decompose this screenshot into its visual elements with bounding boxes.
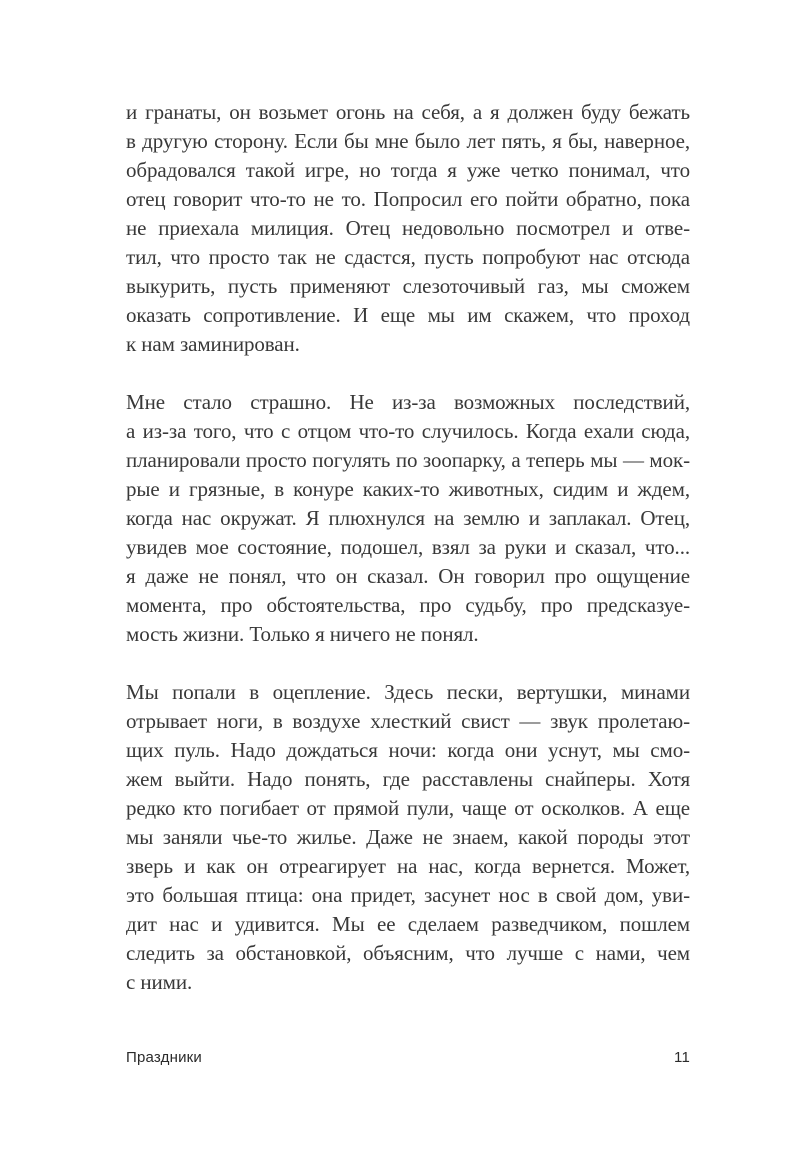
paragraph bbox=[126, 98, 690, 359]
text-line: рые и грязные, в конуре каких-то животных, сидим и ждем, bbox=[126, 477, 690, 501]
text-line: следить за обстановкой, объясним, что лучше с нами, чем bbox=[126, 941, 690, 965]
text-line: в другую сторону. Если бы мне было лет пять, я бы, наверное, bbox=[126, 129, 690, 153]
text-line: дит нас и удивится. Мы ее сделаем разведчиком, пошлем bbox=[126, 912, 690, 936]
text-line: зверь и как он отреагирует на нас, когда вернется. Может, bbox=[126, 854, 690, 878]
text-line: отрывает ноги, в воздухе хлесткий свист — звук пролетаю- bbox=[126, 709, 690, 733]
text-line: я даже не понял, что он сказал. Он говорил про ощущение bbox=[126, 564, 690, 588]
text-line: отец говорит что-то не то. Попросил его пойти обратно, пока bbox=[126, 187, 690, 211]
paragraph bbox=[126, 678, 690, 997]
text-line: с ними. bbox=[126, 970, 193, 994]
page-text bbox=[126, 98, 690, 997]
text-line: не приехала милиция. Отец недовольно посмотрел и отве- bbox=[126, 216, 690, 240]
page-number: 11 bbox=[674, 1048, 690, 1066]
text-line: щих пуль. Надо дождаться ночи: когда они уснут, мы смо- bbox=[126, 738, 690, 762]
page-footer bbox=[126, 1046, 690, 1068]
paragraph bbox=[126, 388, 690, 649]
text-line: обрадовался такой игре, но тогда я уже четко понимал, что bbox=[126, 158, 690, 182]
text-line: это большая птица: она придет, засунет нос в свой дом, уви- bbox=[126, 883, 690, 907]
text-line: Мне стало страшно. Не из-за возможных последствий, bbox=[126, 390, 690, 414]
text-line: редко кто погибает от прямой пули, чаще от осколков. А еще bbox=[126, 796, 690, 820]
text-line: а из-за того, что с отцом что-то случилось. Когда ехали сюда, bbox=[126, 419, 690, 443]
text-line: планировали просто погулять по зоопарку, а теперь мы — мок- bbox=[126, 448, 690, 472]
text-line: и гранаты, он возьмет огонь на себя, а я должен буду бежать bbox=[126, 100, 690, 124]
text-line: увидев мое состояние, подошел, взял за руки и сказал, что... bbox=[126, 535, 690, 559]
text-line: мость жизни. Только я ничего не понял. bbox=[126, 622, 479, 646]
text-line: к нам заминирован. bbox=[126, 332, 300, 356]
text-line: когда нас окружат. Я плюхнулся на землю и заплакал. Отец, bbox=[126, 506, 690, 530]
text-line: мы заняли чье-то жилье. Даже не знаем, какой породы этот bbox=[126, 825, 690, 849]
text-line: оказать сопротивление. И еще мы им скажем, что проход bbox=[126, 303, 690, 327]
running-title: Праздники bbox=[126, 1048, 203, 1066]
text-line: тил, что просто так не сдастся, пусть попробуют нас отсюда bbox=[126, 245, 690, 269]
text-line: жем выйти. Надо понять, где расставлены снайперы. Хотя bbox=[126, 767, 690, 791]
text-line: Мы попали в оцепление. Здесь пески, вертушки, минами bbox=[126, 680, 690, 704]
text-line: момента, про обстоятельства, про судьбу, про предсказуе- bbox=[126, 593, 690, 617]
text-line: выкурить, пусть применяют слезоточивый газ, мы сможем bbox=[126, 274, 690, 298]
